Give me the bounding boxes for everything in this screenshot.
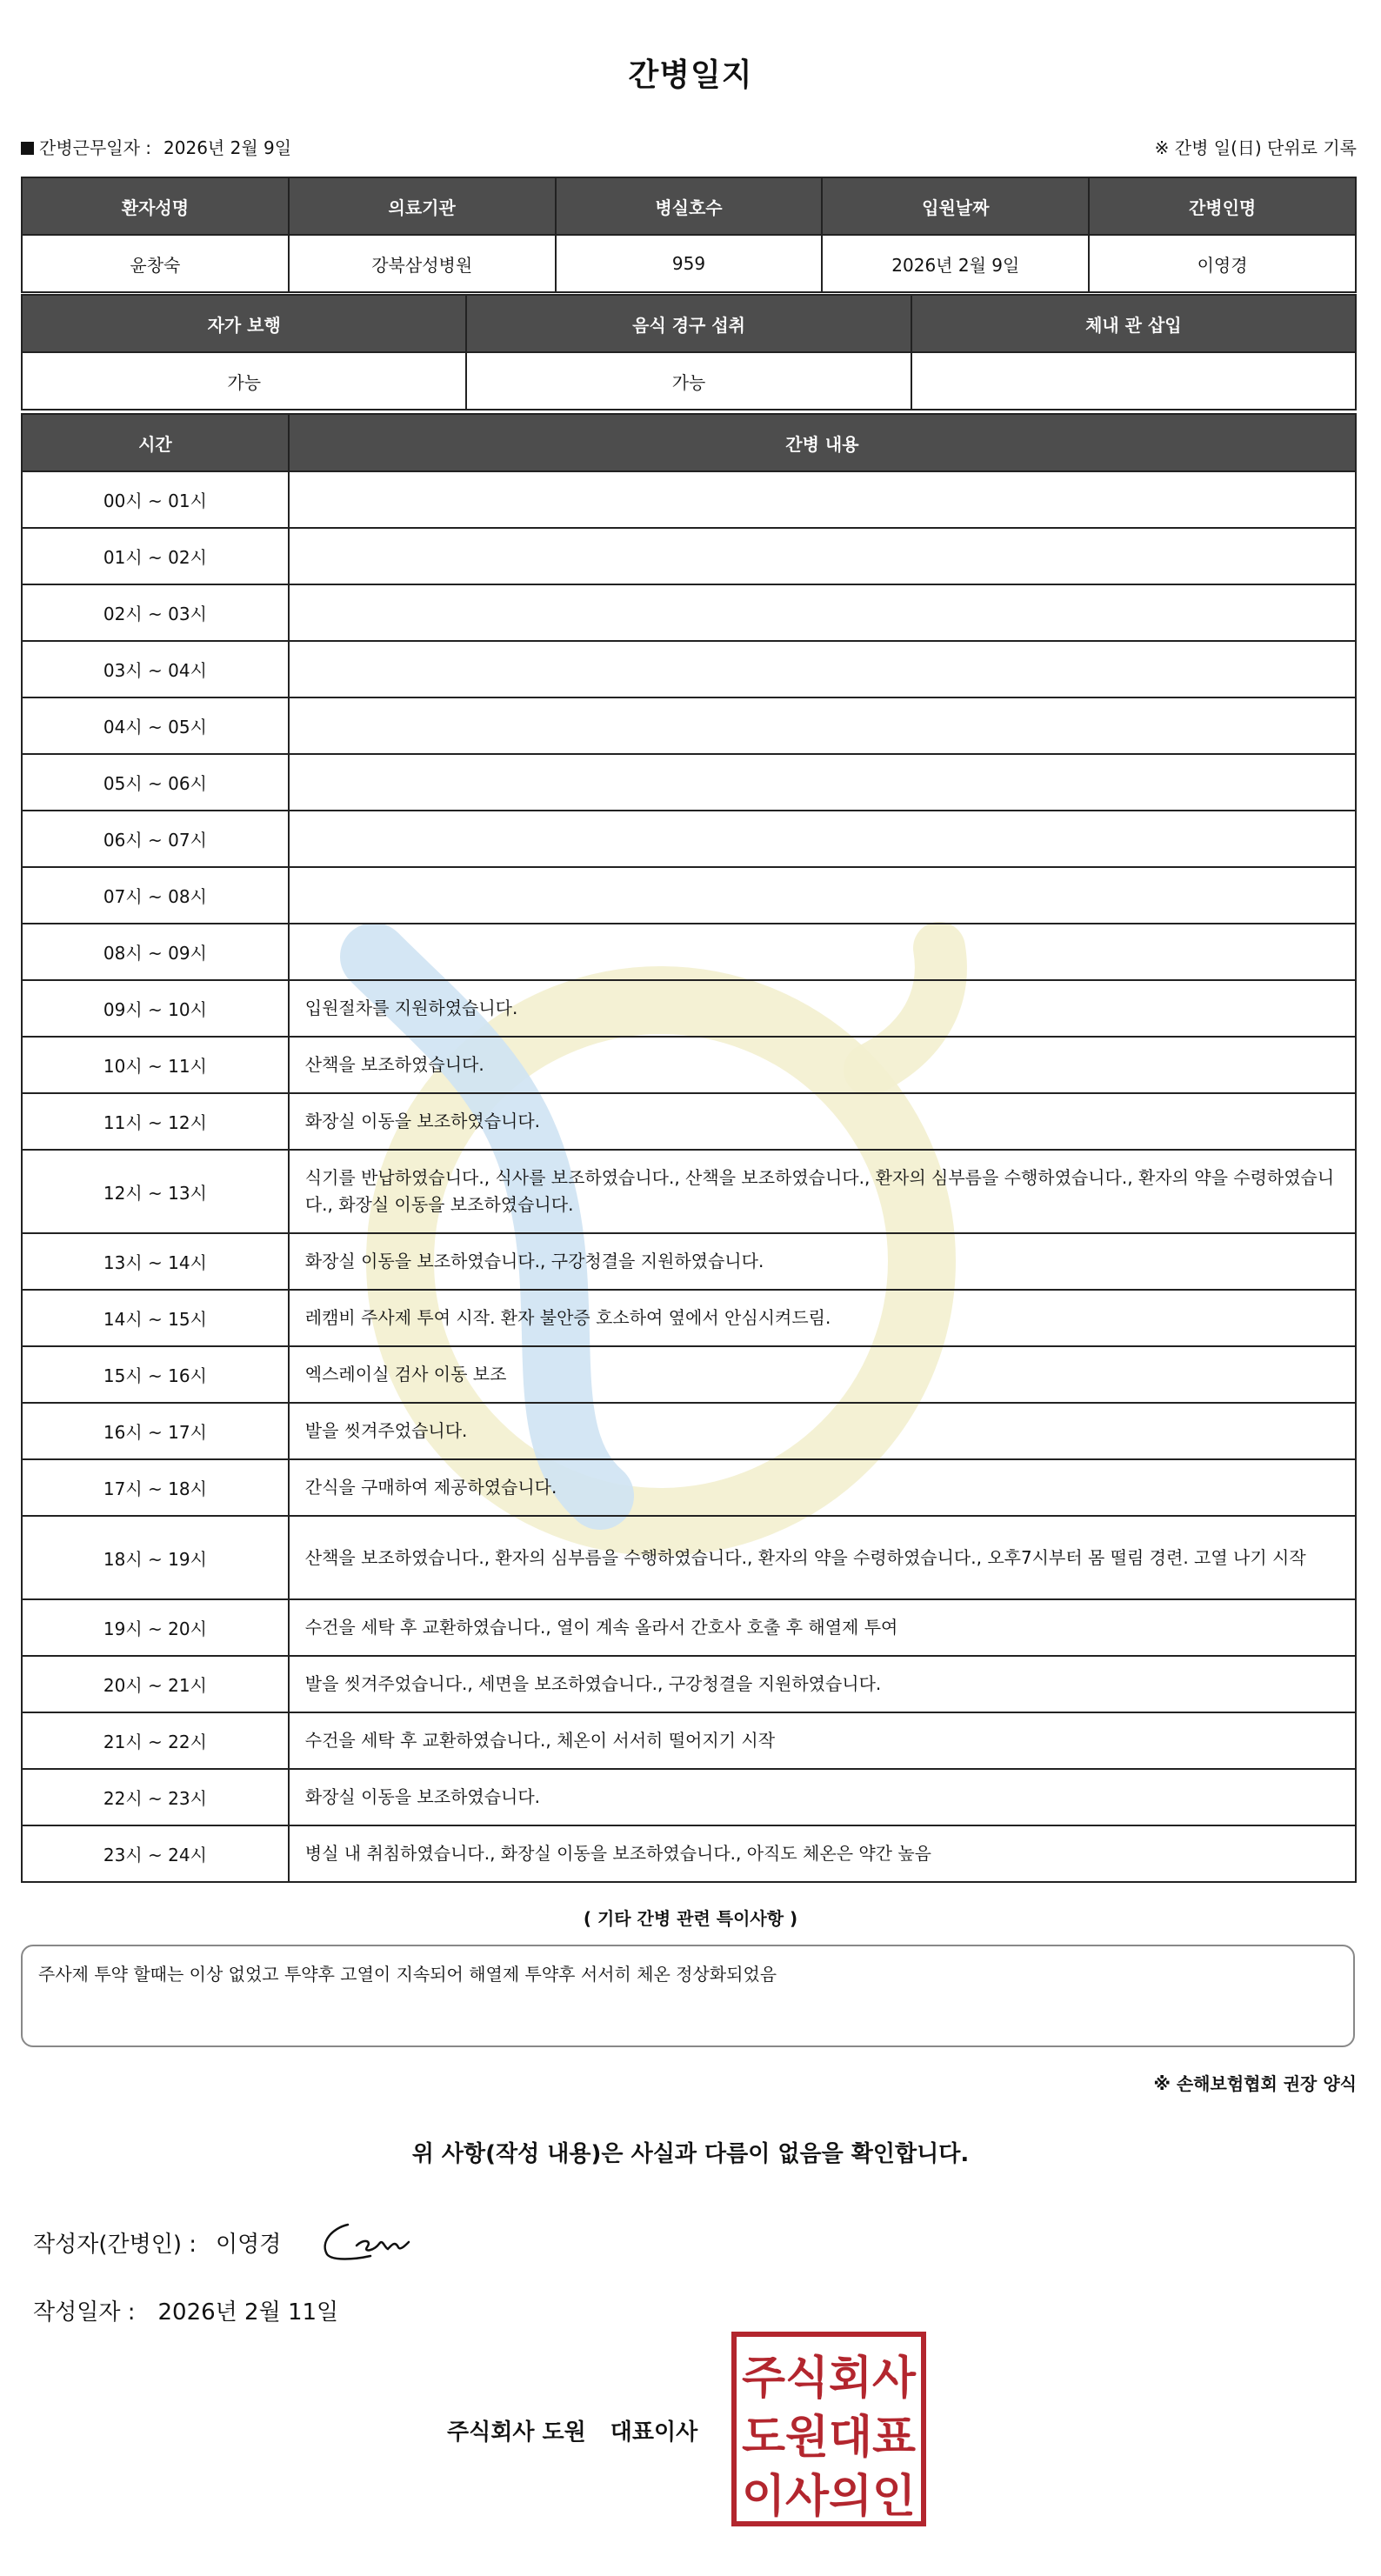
log-row [22, 1233, 1356, 1290]
header-care-content: 간병 내용 [289, 414, 1356, 471]
document-title: 간병일지 [628, 57, 753, 93]
written-date-row [33, 2294, 338, 2326]
log-content: 발을 씻겨주었습니다. [289, 1403, 1356, 1459]
log-time: 15시 ~ 16시 [22, 1346, 289, 1403]
remarks-text: 주사제 투약 할때는 이상 없었고 투약후 고열이 지속되어 해열제 투약후 서서히 체온 정상화되었음 [38, 1964, 777, 1985]
walking-value: 가능 [22, 352, 466, 410]
log-content: 산책을 보조하였습니다., 환자의 심부름을 수행하였습니다., 환자의 약을 수령하였습니다., 오후7시부터 몸 떨림 경련. 고열 나기 시작 [289, 1516, 1356, 1599]
log-row [22, 867, 1356, 924]
log-row [22, 1150, 1356, 1233]
header-tube-insertion: 체내 관 삽입 [911, 295, 1356, 352]
header-caregiver: 간병인명 [1089, 177, 1356, 235]
log-row [22, 1290, 1356, 1346]
log-content [289, 528, 1356, 584]
log-time: 07시 ~ 08시 [22, 867, 289, 924]
log-time: 16시 ~ 17시 [22, 1403, 289, 1459]
log-row [22, 1037, 1356, 1093]
unit-note: ※ 간병 일(日) 단위로 기록 [1154, 137, 1357, 158]
company-representative-title: 대표이사 [610, 2419, 698, 2446]
confirmation-statement: 위 사항(작성 내용)은 사실과 다름이 없음을 확인합니다. [411, 2141, 970, 2167]
writer-row [33, 2226, 281, 2259]
log-row [22, 1459, 1356, 1516]
hospital-name: 강북삼성병원 [289, 235, 556, 292]
log-content [289, 867, 1356, 924]
log-content: 병실 내 취침하였습니다., 화장실 이동을 보조하였습니다., 아직도 체온은 약간 높음 [289, 1825, 1356, 1882]
log-row [22, 980, 1356, 1037]
log-time: 19시 ~ 20시 [22, 1599, 289, 1656]
log-time: 05시 ~ 06시 [22, 754, 289, 811]
log-content: 수건을 세탁 후 교환하였습니다., 체온이 서서히 떨어지기 시작 [289, 1712, 1356, 1769]
log-content [289, 811, 1356, 867]
company-name: 주식회사 도원 [447, 2419, 586, 2446]
header-room: 병실호수 [556, 177, 823, 235]
log-row [22, 811, 1356, 867]
square-bullet-icon [21, 142, 34, 155]
log-time: 00시 ~ 01시 [22, 471, 289, 528]
log-time: 18시 ~ 19시 [22, 1516, 289, 1599]
log-row [22, 1346, 1356, 1403]
log-row [22, 697, 1356, 754]
svg-text:이사의인: 이사의인 [742, 2471, 916, 2523]
header-oral-intake: 음식 경구 섭취 [466, 295, 911, 352]
patient-info-table [21, 177, 1357, 293]
log-row [22, 584, 1356, 641]
svg-text:도원대표: 도원대표 [742, 2412, 916, 2464]
header-admission-date: 입원날짜 [822, 177, 1089, 235]
work-date-label: 간병근무일자 : [39, 137, 152, 158]
log-row [22, 1093, 1356, 1150]
log-time: 11시 ~ 12시 [22, 1093, 289, 1150]
log-content [289, 471, 1356, 528]
log-time: 04시 ~ 05시 [22, 697, 289, 754]
patient-status-table [21, 294, 1357, 410]
log-content [289, 754, 1356, 811]
log-row [22, 1712, 1356, 1769]
log-time: 14시 ~ 15시 [22, 1290, 289, 1346]
log-time: 20시 ~ 21시 [22, 1656, 289, 1712]
company-seal-stamp [731, 2331, 927, 2527]
log-row [22, 1656, 1356, 1712]
log-content: 발을 씻겨주었습니다., 세면을 보조하였습니다., 구강청결을 지원하였습니다. [289, 1656, 1356, 1712]
log-content: 화장실 이동을 보조하였습니다. [289, 1769, 1356, 1825]
log-row [22, 641, 1356, 697]
work-date-row [21, 134, 291, 159]
status-header-row [22, 295, 1356, 352]
oral-intake-value: 가능 [466, 352, 911, 410]
log-row [22, 1825, 1356, 1882]
status-value-row [22, 352, 1356, 410]
log-content: 화장실 이동을 보조하였습니다. [289, 1093, 1356, 1150]
writer-name: 이영경 [216, 2232, 282, 2258]
log-row [22, 1599, 1356, 1656]
header-patient-name: 환자성명 [22, 177, 289, 235]
header-time: 시간 [22, 414, 289, 471]
remarks-box [21, 1945, 1355, 2047]
log-time: 06시 ~ 07시 [22, 811, 289, 867]
log-row [22, 1403, 1356, 1459]
log-time: 09시 ~ 10시 [22, 980, 289, 1037]
log-content: 식기를 반납하였습니다., 식사를 보조하였습니다., 산책을 보조하였습니다., 환자의 심부름을 수행하였습니다., 환자의 약을 수령하였습니다., 화장실 이동을 보조하였습니다. [289, 1150, 1356, 1233]
work-date-value: 2026년 2월 9일 [163, 137, 292, 158]
log-time: 17시 ~ 18시 [22, 1459, 289, 1516]
handwritten-signature [315, 2207, 428, 2268]
written-date-label: 작성일자 : [33, 2299, 136, 2326]
log-row [22, 471, 1356, 528]
svg-text:주식회사: 주식회사 [742, 2352, 917, 2405]
association-note: ※ 손해보험협회 권장 양식 [1153, 2073, 1357, 2094]
log-content: 수건을 세탁 후 교환하였습니다., 열이 계속 올라서 간호사 호출 후 해열제 투여 [289, 1599, 1356, 1656]
log-time: 02시 ~ 03시 [22, 584, 289, 641]
log-content: 엑스레이실 검사 이동 보조 [289, 1346, 1356, 1403]
patient-name: 윤창숙 [22, 235, 289, 292]
log-row [22, 754, 1356, 811]
log-time: 12시 ~ 13시 [22, 1150, 289, 1233]
log-row [22, 528, 1356, 584]
log-time: 13시 ~ 14시 [22, 1233, 289, 1290]
log-content [289, 924, 1356, 980]
header-walking: 자가 보행 [22, 295, 466, 352]
writer-label: 작성자(간병인) : [33, 2232, 197, 2258]
log-content: 산책을 보조하였습니다. [289, 1037, 1356, 1093]
log-content: 레캠비 주사제 투여 시작. 환자 불안증 호소하여 옆에서 안심시켜드림. [289, 1290, 1356, 1346]
log-time: 10시 ~ 11시 [22, 1037, 289, 1093]
log-content: 간식을 구매하여 제공하였습니다. [289, 1459, 1356, 1516]
room-number: 959 [556, 235, 823, 292]
log-time: 23시 ~ 24시 [22, 1825, 289, 1882]
log-time: 21시 ~ 22시 [22, 1712, 289, 1769]
log-content [289, 697, 1356, 754]
log-content: 입원절차를 지원하였습니다. [289, 980, 1356, 1037]
remarks-title: ( 기타 간병 관련 특이사항 ) [583, 1908, 798, 1929]
log-content: 화장실 이동을 보조하였습니다., 구강청결을 지원하였습니다. [289, 1233, 1356, 1290]
header-hospital: 의료기관 [289, 177, 556, 235]
patient-value-row [22, 235, 1356, 292]
care-log-table [21, 413, 1357, 1883]
log-content [289, 641, 1356, 697]
admission-date: 2026년 2월 9일 [822, 235, 1089, 292]
log-content [289, 584, 1356, 641]
log-time: 22시 ~ 23시 [22, 1769, 289, 1825]
log-time: 01시 ~ 02시 [22, 528, 289, 584]
log-time: 08시 ~ 09시 [22, 924, 289, 980]
log-row [22, 1516, 1356, 1599]
log-time: 03시 ~ 04시 [22, 641, 289, 697]
patient-header-row [22, 177, 1356, 235]
tube-insertion-value [911, 352, 1356, 410]
written-date-value: 2026년 2월 11일 [157, 2299, 339, 2326]
caregiver-name: 이영경 [1089, 235, 1356, 292]
company-row [447, 2414, 697, 2446]
log-row [22, 1769, 1356, 1825]
log-row [22, 924, 1356, 980]
log-header-row [22, 414, 1356, 471]
